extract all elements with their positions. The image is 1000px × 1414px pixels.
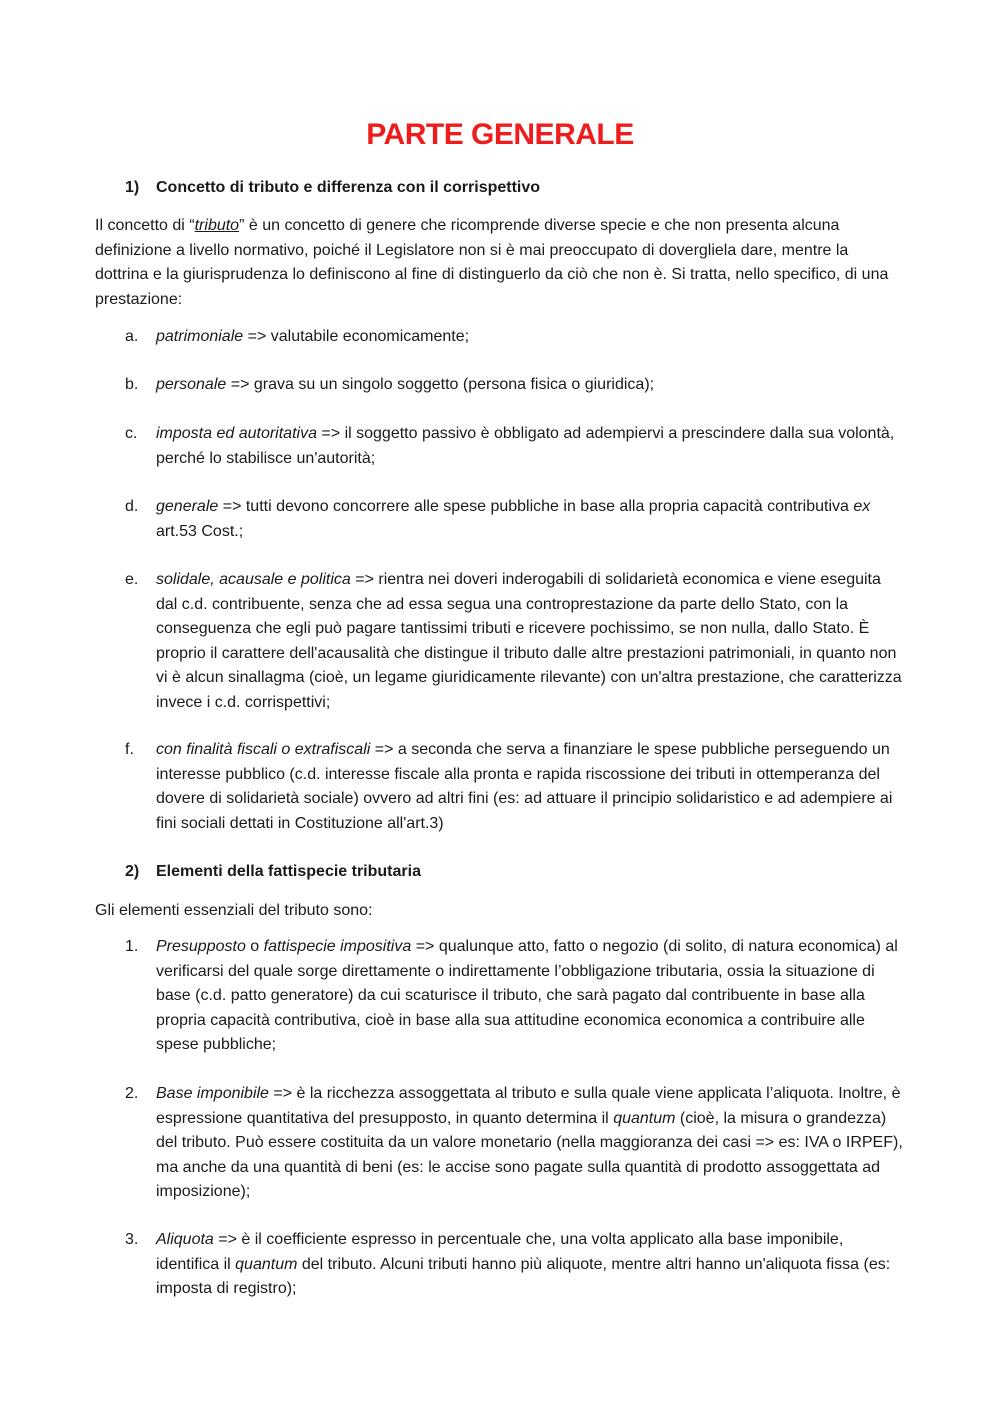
list-item-term: Aliquota [156,1231,214,1248]
section-2-heading [125,863,421,881]
list-item [125,1082,905,1205]
section-number: 2) [125,863,140,880]
section-2-intro: Gli elementi essenziali del tributo sono: [95,902,373,919]
list-item-text: art.53 Cost.; [156,522,244,540]
list-marker: f. [125,741,134,758]
list-item-text: => è la ricchezza assoggettata al tributo e sulla quale viene applicata l’aliquota. Inoltre, è espressione quantitativa del presupposto, in quanto determina il [156,1085,901,1127]
list-item-text: (cioè, la misura o grandezza) del tributo. Può essere costituita da un valore monetario (nella maggioranza dei casi => es: IVA o IRPEF), ma anche da una quantità di beni (es: le accise sono pagate sulla quantità di prodotto assoggettata ad imposizione); [156,1109,903,1200]
list-marker: e. [125,571,139,588]
list-item-term: patrimoniale [156,328,244,345]
list-marker: 1. [125,938,139,955]
list-item-body [156,325,905,350]
list-item-term: Base imponibile [156,1085,269,1102]
list-item-text: => rientra nei doveri inderogabili di solidarietà economica e viene eseguita dal c.d. contribuente, senza che ad essa segua una controprestazione da parte dello Stato, con la conseguenza che egli può pagare tantissimi tributi e ricevere pochissimo, se non nulla, dallo Stato. È proprio il carattere dell'acausalità che distingue il tributo dalle altre prestazioni patrimoniali, in quanto non vi è alcun sinallagma (cioè, un legame giuridicamente rilevante) con un'altra prestazione, che caratterizza invece i c.d. corrispettivi; [156,571,902,711]
list-item [125,495,905,544]
list-item-text: => il soggetto passivo è obbligato ad adempiervi a prescindere dalla sua volontà, perché lo stabilisce un'autorità; [156,425,895,467]
intro-text: Il concetto di “ [95,217,195,234]
list-item-text: => è il coefficiente espresso in percentuale che, una volta applicato alla base imponibile, identifica il [156,1231,844,1273]
list-item-text: => valutabile economicamente; [243,328,470,345]
list-item [125,373,905,398]
list-item [125,422,905,471]
list-item [125,935,905,1058]
list-item [125,738,905,836]
list-marker: b. [125,376,139,393]
list-item-text: del tributo. Alcuni tributi hanno più aliquote, mentre altri hanno un'aliquota fissa (es: imposta di registro); [156,1255,891,1297]
section-number: 1) [125,179,140,196]
list-item-term: con finalità fiscali o extrafiscali [156,741,371,758]
list-item-body [156,495,905,544]
section-heading-text: Elementi della fattispecie tributaria [156,863,421,880]
list-item-term: personale [156,376,227,393]
list-item-text: => qualunque atto, fatto o negozio (di solito, di natura economica) al verificarsi del quale sorge direttamente o indirettamente l’obbligazione tributaria, ossia la situazione di base (c.d. patto generatore) da cui scaturisce il tributo, che sarà pagato dal contribuente in base alla propria capacità contributiva, cioè in base alla sua attitudine economica economica a contribuire alle spese pubbliche; [156,938,898,1053]
list-marker: 2. [125,1085,139,1102]
list-item-term: solidale, acausale e politica [156,571,351,588]
list-item-term: quantum [235,1255,298,1273]
section-1-heading [125,179,540,197]
list-item-body [156,935,905,1058]
intro-text: ” è un concetto di genere che ricomprende diverse specie e che non presenta alcuna definizione a livello normativo, poiché il Legislatore non si è mai preoccupato di dovergliela dare, mentre la dottrina e la giurisprudenza lo definiscono al fine di distinguerlo da ciò che non è. Si tratta, nello specifico, di una prestazione: [95,217,889,308]
list-marker: c. [125,425,138,442]
list-item-text: => grava su un singolo soggetto (persona fisica o giuridica); [226,376,655,393]
list-item-text: => a seconda che serva a finanziare le spese pubbliche perseguendo un interesse pubblico (c.d. interesse fiscale alla pronta e rapida riscossione dei tributi in ottemperanza del dovere di solidarietà sociale) ovvero ad altri fini (es: ad attuare il principio solidaristico e ad adempiere ai fini sociali dettati in Costituzione all'art.3) [156,741,893,832]
list-marker: 3. [125,1231,139,1248]
list-marker: d. [125,498,139,515]
list-item [125,1228,905,1302]
list-item-body [156,568,905,715]
section-heading-text: Concetto di tributo e differenza con il corrispettivo [156,179,541,196]
list-item-term: generale [156,498,219,515]
list-item-text: o [245,938,264,955]
list-item-text: => tutti devono concorrere alle spese pubbliche in base alla propria capacità contributiva [218,498,854,515]
section-1-intro [95,214,895,312]
list-item-term: Presupposto [156,938,246,955]
list-item [125,325,905,350]
list-item-body [156,422,905,471]
term-tributo: tributo [194,217,240,234]
list-marker: a. [125,328,139,345]
list-item-term: imposta ed autoritativa [156,425,317,442]
list-item-term: quantum [613,1109,676,1127]
list-item-body [156,1228,905,1302]
list-item-body [156,738,905,836]
list-item-term: fattispecie impositiva [263,938,412,955]
list-item [125,568,905,715]
list-item-body [156,373,905,398]
list-item-body [156,1082,905,1205]
list-item-ex: ex [853,498,871,515]
page-title: PARTE GENERALE [366,118,634,151]
